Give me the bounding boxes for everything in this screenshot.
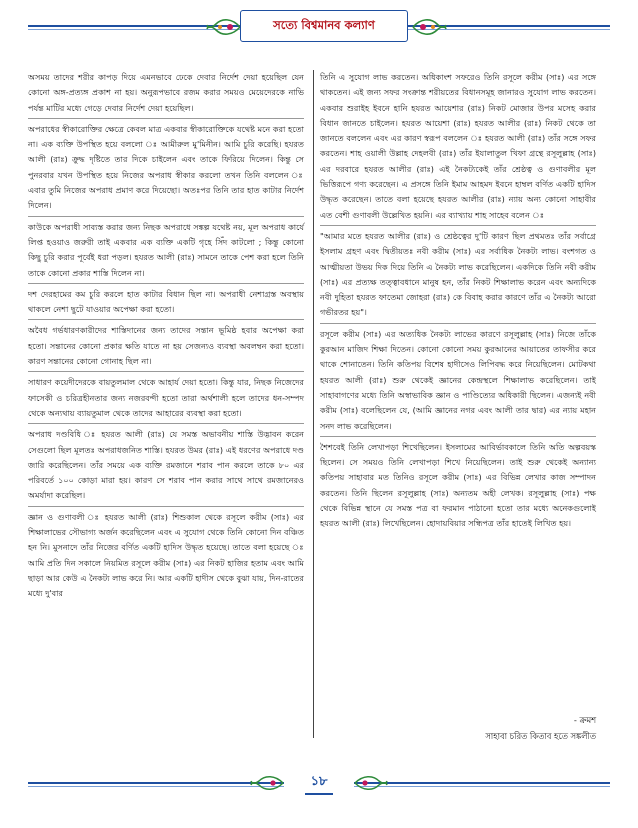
floral-ornament-icon [206,16,242,38]
paragraph: সাধারণ কয়েদীদেরকে বায়তুলমাল থেকে আহার্য দেয়া হতো। কিন্তু যার, নিছক নিজেদের ফাসেকী ও চরিত্রহীনতার জন্য নজরবন্দী হতো তারা অর্থশালী হলে তাদের ধন-সম্পদ থেকে অন্যথায় ব্যায়তুমাল থেকে তাদের আহারের ব্যবস্থা করা হতো। [28,375,304,424]
header-title-box [240,10,408,42]
continued-note: - ক্রমশ [573,715,596,725]
page-title: সত্যে বিশ্বমানব কল্যাণ [273,17,375,32]
page-number: ১৮ [305,772,334,795]
quote-paragraph: "আমার মতে হযরত আলীর (রাঃ) ও শ্রেষ্ঠত্বের দু'টি কারণ ছিল প্রথমতঃ তাঁর সর্বাগ্রে ইসলাম গ্রহণ এবং দ্বিতীয়তঃ নবী করীম (সাঃ) এর সর্বাধিক নৈকট্য লাভ। বংশগত ও আত্মীয়তা উভয় দিক দিয়ে তিনি এ নৈকট্য লাভ করেছিলেন। একদিকে তিনি নবী করীম (সাঃ) এর প্রত্যক্ষ তত্ত্বাবধানে মানুষ হন, তাঁর নিকট শিক্ষালাভ করেন এবং অন্যদিকে নবী দুহিতা হযরত ফাতেমা জোহরা (রাঃ) কে বিবাহ করার কারণে তাঁর এ নৈকট্য আরো গভীরতর হয়"। [320,229,596,324]
floral-ornament-icon [250,772,284,794]
floral-ornament-icon [411,16,447,38]
floral-ornament-icon [354,772,388,794]
paragraph: দশ দেরহামের কম চুরি করলে হাত কাটার বিধান ছিল না। অপরাধী নেশাগ্রস্ত অবস্থায় থাকলে নেশা ছুটে যাওয়ার অপেক্ষা করা হতো। [28,287,304,321]
paragraph: কাউকে অপরাধী সাব্যস্ত করার জন্য নিছক অপরাধে সঙ্কল্প যথেষ্ট নয়, মূল অপরাধ কার্যে লিপ্ত হওয়াও জরুরী তাই একবার এক ব্যক্তি একটি গৃহে সিঁদ কাটলো ; কিন্তু কোনো কিছু চুরি করার পূর্বেই ধরা পড়ল। হযরত আলী (রাঃ) সামনে তাকে পেশ করা হলে তিনি তাকে কোনো প্রকার শাস্তি দিলেন না। [28,220,304,284]
paragraph: অসময় তাদের শরীর কাপড় দিয়ে এমনভাবে ঢেকে দেবার নির্দেশ দেয়া হয়েছিল যেন কোনো অঙ্গ-প্রত্যঙ্গ প্রকাশ না হয়। অনুরূপভাবে রজম করার সময়ও মেয়েদেরকে নাভি পর্যন্ত মাটির মধ্যে গেড়ে দেবার নির্দেশ দেয়া হয়েছিল। [28,70,304,119]
column-divider [313,70,314,738]
paragraph: অপরাধের স্বীকারোক্তির ক্ষেত্রে কেবল মাত্র একবার স্বীকারোক্তিকে যথেষ্ট মনে করা হতো না। এক ব্যক্তি উপস্থিত হয়ে বললো ঃ আমীরুল মু'মিনীন। আমি চুরি করেছি। হযরত আলী (রাঃ) ক্রুদ্ধ দৃষ্টিতে তার দিকে চাইলেন এবং তাকে ফিরিয়ে দিলেন। কিন্তু সে পুনরবার যখন উপস্থিত হয়ে নিজের অপরাধ স্বীকার করলো তখন তিনি বললেন ঃ এবার তুমি নিজের অপরাধ প্রমাণ করে দিয়েছো। অতঃপর তিনি তার হাত কাটার নির্দেশ দিলেন। [28,122,304,217]
paragraph: অপরাধ দণ্ডবিধি ঃ হযরত আলী (রাঃ) যে সমস্ত অভাবনীয় শাস্তি উদ্ভাবন করেন সেগুলো ছিল মূলতঃ অপরাধজনিত শাস্তি। হযরত উমর (রাঃ) এই ধরণের অপরাধে দণ্ড জারি করেছিলেন। তাঁর সময়ে এক ব্যক্তি রমজানে শরাব পান করলে তাকে ৮০ এর পরিবর্তে ১০০ কোড়া মারা হয়। কারণ সে শরাব পান করার সাথে সাথে রমজানেরও অমর্যাদা করেছিল। [28,427,304,506]
paragraph: অবৈধ গর্ভধারণকারীদের শাস্তিদানের জন্য তাদের সন্তান ভূমিষ্ঠ হবার অপেক্ষা করা হতো। সন্তানের কোনো প্রকার ক্ষতি যাতে না হয় সেজন্যও ব্যবস্থা অবলম্বন করা হতো। কারণ সন্তানের কোনো গোনাহ ছিল না। [28,323,304,372]
paragraph: শৈশবেই তিনি লেখাপড়া শিখেছিলেন। ইসলামের আবির্ভাবকালে তিনি অতি অল্পবয়স্ক ছিলেন। সে সময়ও তিনি লেখাপড়া শিখে নিয়েছিলেন। তাই শুরু থেকেই অন্যান্য কতিপয় সাহাবার মত তিনিও রসূলে করীম (সাঃ) এর বিভিন্ন লেখার কাজ সম্পাদন করতেন। তিনি ছিলেন রসূলুল্লাহ (সাঃ) অন্যতম অহী লেখক। রসূলুল্লাহ (সাঃ) পক্ষ থেকে বিভিন্ন স্থানে যে সমস্ত পত্র বা ফরমান পাঠানো হতো তার মধ্যে অনেকগুলোই হযরত আলী (রাঃ) লিখেছিলেন। হোদায়বিয়ার সন্ধিপত্র তাঁর হাতেই লিখিত হয়। [320,441,596,529]
paragraph: তিনি এ সুযোগ লাভ করতেন। অধিকাংশ সফরেও তিনি রসূলে করীম (সাঃ) এর সঙ্গে থাকতেন। এই জন্য সফর সংক্রান্ত শরীয়তের বিধানসমূহ জানারও সুযোগ লাভ করতেন। একবার শুরাইহ ইবনে হানি হযরত আয়েশার (রাঃ) নিকট মোজার উপর মসেহ করার বিধান জানতে চাইলেন। হযরত আয়েশা (রাঃ) হযরত আলীর (রাঃ) নিকট থেকে তা জানতে বললেন এবং এর কারণ স্বরূপ বললেন ঃ হযরত আলী (রাঃ) তাঁর সঙ্গে সফর করতেন। শাহ ওয়ালী উল্লাহ দেহলবী (রাঃ) তাঁর ইযালাতুল খিফা গ্রন্থে রসূলুল্লাহ (সাঃ) এর দরবারে হযরত আলীর (রাঃ) এই নৈকট্যকেই তাঁর শ্রেষ্ঠত্ব ও গুণাবলীর মূল ভিত্তিরূপে গণ্য করেছেন। এ প্রসঙ্গে তিনি ইমাম আহমদ ইবনে হাম্বল বর্ণিত একটি হাদিস উদ্ধৃত করেছেন। তাতে বলা হয়েছে হযরত আলীর (রাঃ) ন্যায় অন্য কোনো সাহাবীর এত বেশী গুণাবলী উল্লেখিত হয়নি। এর ব্যাখ্যায় শাহ সাহেব বলেন ঃ [320,70,596,226]
right-column [320,70,596,537]
page-header [28,8,610,44]
page-number-box [284,770,354,796]
paragraph: জ্ঞান ও গুণাবলী ঃ হযরত আলী (রাঃ) শিশুকাল থেকে রসূলে করীম (সাঃ) এর শিক্ষালাভের সৌভাগ্য অর্জন করেছিলেন এবং এ সুযোগ থেকে তিনি কোনো দিন বঞ্চিত হন নি। মুসনাদে তাঁর নিজের বর্ণিত একটি হাদিস উদ্ধৃত হয়েছে। তাতে বলা হয়েছে ঃ আমি প্রতি দিন সকালে নিয়মিত রসূলে করীম (সাঃ) এর নিকট হাজির হতাম এবং আমি ছাড়া আর কেউ এ নৈকট্য লাভ করে নি। আর একটি হাদীস থেকে বুঝা যায়, দিন-রাতের মধ্যে দু'বার [28,511,304,599]
left-column [28,70,304,607]
paragraph: রসূলে করীম (সাঃ) এর অত্যধিক নৈকট্য লাভের কারণে রসূলুল্লাহ (সাঃ) নিজে তাঁকে কুরআন মাজিদ শিক্ষা দিতেন। কোনো কোনো সময় কুরআনের আয়াতের তাফসীর করে থাকে শোনাতেন। তিনি কতিপয় বিশেষ হাদীসেও লিপিবদ্ধ করে নিয়েছিলেন। মোটকথা হযরত আলী (রাঃ) শুরু থেকেই জ্ঞানের কেন্দ্রস্থলে শিক্ষালাভ করেছিলেন। তাই সাহাবাগণের মধ্যে তিনি অস্বাভাবিক জ্ঞান ও পাণ্ডিত্যের অধিকারী ছিলেন। এজন্যই নবী করীম (সাঃ) বলেছিলেন যে, (আমি জ্ঞানের নগর এবং আলী তার দ্বার) এর ন্যায় মহান সনদ লাভ করেছিলেন। [320,327,596,437]
source-credit: সাহাবা চরিত কিতাব হতে সঙ্কলীত [485,731,596,741]
page-footer [28,766,610,800]
